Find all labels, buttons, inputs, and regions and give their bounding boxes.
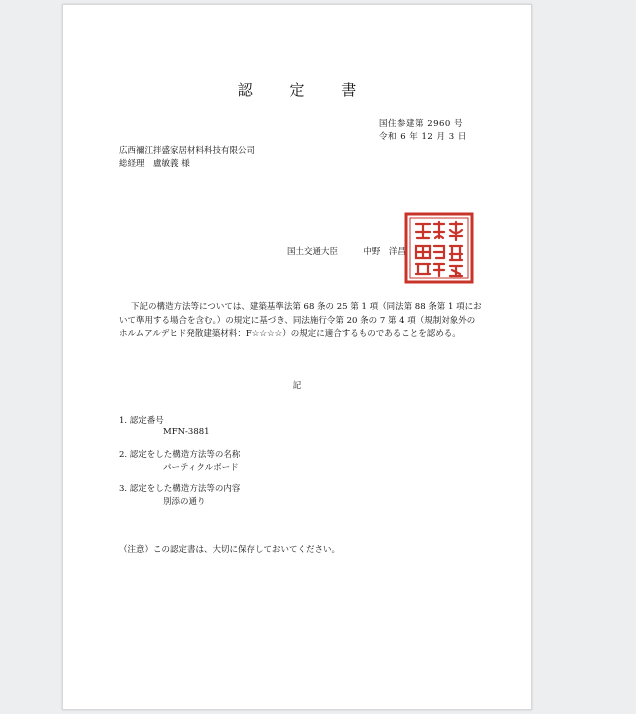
body-line: いて準用する場合を含む。）の規定に基づき、同法施行令第 20 条の 7 第 4 項（規制対象外の <box>119 315 476 326</box>
item-value: パーティクルボード <box>163 463 239 473</box>
item-value: 別添の通り <box>163 497 206 507</box>
issuer-name: 中野 洋昌 <box>363 247 406 257</box>
certificate-page <box>62 4 532 710</box>
issuer <box>287 245 406 257</box>
body-line: ホルムアルデヒド発散建築材料：F☆☆☆☆）の規定に適合するものであることを認める。 <box>119 329 461 339</box>
recipient-company: 広西禰江拌盛家居材料科技有限公司 <box>119 146 256 156</box>
document-date: 令和 6 年 12 月 3 日 <box>379 132 467 142</box>
document-title: 認 定 書 <box>237 81 373 99</box>
item-value: MFN-3881 <box>163 427 210 437</box>
recipient-person: 総経理 盧敏義 様 <box>119 159 190 169</box>
official-seal-icon <box>404 212 474 284</box>
body-line: 下記の構造方法等については、建築基準法第 68 条の 25 第 1 項（同法第 88 条第 1 項にお <box>131 302 482 312</box>
item-heading: 1. 認定番号 <box>119 416 164 426</box>
issuer-title: 国土交通大臣 <box>287 247 339 257</box>
ki-heading: 記 <box>292 381 302 391</box>
item-heading: 2. 認定をした構造方法等の名称 <box>119 450 241 460</box>
item-heading: 3. 認定をした構造方法等の内容 <box>119 484 241 494</box>
note-text: （注意）この認定書は、大切に保存しておいてください。 <box>119 545 341 555</box>
document-number: 国住参建第 2960 号 <box>379 119 464 129</box>
body-paragraph <box>119 301 501 342</box>
